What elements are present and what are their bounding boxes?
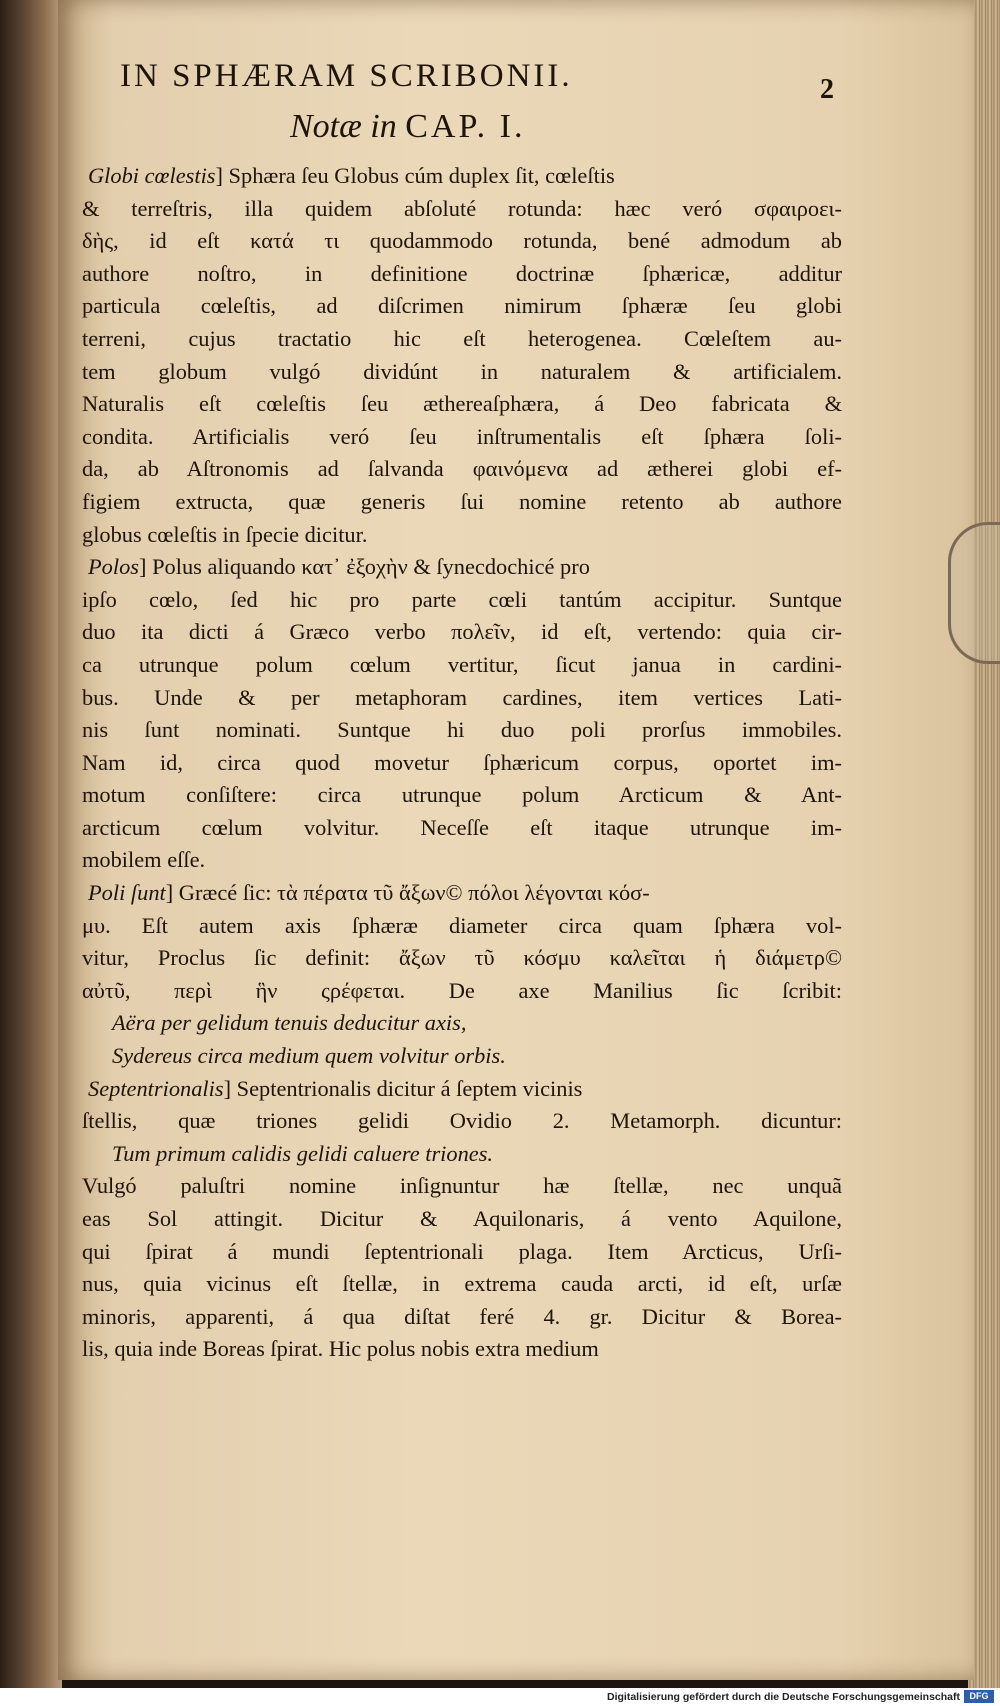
chapter-heading: [290, 108, 650, 146]
text-line: motum conſiſtere: circa utrunque polum Arcticum & Ant-: [82, 782, 842, 808]
text-line: Vulgó paluſtri nomine inſignuntur hæ ſtellæ, nec unquã: [82, 1173, 842, 1199]
text-line: figiem extructa, quæ generis ſui nomine retento ab authore: [82, 488, 842, 514]
text-line: δὴς, id eſt κατά τι quodammodo rotunda, bené admodum ab: [82, 228, 842, 254]
chapter-heading-notes: Notæ in: [290, 108, 397, 145]
text-line: Naturalis eſt cœleſtis ſeu æthereaſphæra, á Deo fabricata &: [82, 391, 842, 417]
lemma-text: ] Sphæra ſeu Globus cúm duplex ſit, cœleſtis: [215, 163, 615, 188]
text-line: terreni, cujus tractatio hic eſt heterogenea. Cœleſtem au-: [82, 325, 842, 351]
lemma-line: [82, 877, 842, 910]
commentary-text: [82, 160, 842, 1366]
book-spine: [0, 0, 62, 1706]
text-line: nus, quia vicinus eſt ſtellæ, in extrema cauda arcti, id eſt, urſæ: [82, 1271, 842, 1297]
text-line: ipſo cœlo, ſed hic pro parte cœli tantúm accipitur. Suntque: [82, 586, 842, 612]
text-line: authore noſtro, in definitione doctrinæ ſphæricæ, additur: [82, 260, 842, 286]
text-line: minoris, apparenti, á qua diſtat feré 4. gr. Dicitur & Borea-: [82, 1303, 842, 1329]
text-line: tem globum vulgó dividúnt in naturalem & artificialem.: [82, 358, 842, 384]
lemma-line: [82, 551, 842, 584]
lemma: Globi cœlestis: [88, 163, 216, 188]
lemma: Septentrionalis: [88, 1075, 224, 1101]
verse-line: Aëra per gelidum tenuis deducitur axis,: [112, 1010, 467, 1036]
text-line: ſtellis, quæ triones gelidi Ovidio 2. Metamorph. dicuntur:: [82, 1108, 842, 1134]
text-line: da, ab Aſtronomis ad ſalvanda φαινόμενα ad ætherei globi ef-: [82, 456, 842, 482]
funding-credit: Digitalisierung gefördert durch die Deutsche Forschungsgemeinschaft: [607, 1691, 960, 1703]
lemma: Poli ſunt: [88, 880, 166, 906]
text-line: & terreſtris, illa quidem abſoluté rotunda: hæc veró σφαιροει-: [82, 195, 842, 221]
running-title: IN SPHÆRAM SCRIBONII.: [120, 58, 573, 94]
lemma: Polos: [88, 554, 140, 580]
text-line: μυ. Eſt autem axis ſphæræ diameter circa quam ſphæra vol-: [82, 912, 842, 938]
text-line: mobilem eſſe.: [82, 847, 206, 873]
text-line: eas Sol attingit. Dicitur & Aquilonaris, á vento Aquilone,: [82, 1206, 842, 1231]
text-line: ca utrunque polum cœlum vertitur, ſicut janua in cardini-: [82, 651, 842, 677]
text-line: duo ita dicti á Græco verbo πολεῖν, id eſt, vertendo: quia cir-: [82, 619, 842, 645]
verse-line: Sydereus circa medium quem volvitur orbis.: [112, 1043, 506, 1069]
text-line: particula cœleſtis, ad diſcrimen nimirum ſphæræ ſeu globi: [82, 293, 842, 319]
chapter-heading-number: CAP. I.: [405, 108, 526, 145]
lemma-text: ] Græcé ſic: τὰ πέρατα τῦ ἄξων© πόλοι λέγονται κόσ-: [165, 880, 650, 906]
text-line: bus. Unde & per metaphoram cardines, item vertices Lati-: [82, 684, 842, 710]
verse-line: Tum primum calidis gelidi caluere triones.: [112, 1140, 494, 1166]
text-line: Nam id, circa quod movetur ſphæricum corpus, oportet im-: [82, 749, 842, 775]
text-line: nis ſunt nominati. Suntque hi duo poli prorſus immobiles.: [82, 717, 842, 743]
lemma-line: [82, 1073, 842, 1106]
digitization-footer: [0, 1688, 1000, 1706]
page-number: 2: [820, 74, 834, 105]
text-line: condita. Artificialis veró ſeu inſtrumentalis eſt ſphæra ſoli-: [82, 423, 842, 449]
lemma-text: ] Septentrionalis dicitur á ſeptem vicinis: [223, 1075, 583, 1101]
text-line: lis, quia inde Boreas ſpirat. Hic polus nobis extra medium: [82, 1336, 599, 1362]
book-clasp: [948, 522, 1000, 664]
lemma-text: ] Polus aliquando κατ᾽ ἐξοχὴν & ſynecdochicé pro: [139, 554, 590, 580]
text-line: qui ſpirat á mundi ſeptentrionali plaga. Item Arcticus, Urſi-: [82, 1238, 842, 1264]
text-line: αὐτῦ, περὶ ἣν ςρέφεται. De axe Manilius ſic ſcribit:: [82, 977, 842, 1003]
text-line: vitur, Proclus ſic definit: ἄξων τῦ κόσμυ καλεῖται ἡ διάμετρ©: [82, 945, 842, 971]
dfg-logo: DFG: [964, 1690, 994, 1703]
text-line: arcticum cœlum volvitur. Neceſſe eſt itaque utrunque im-: [82, 814, 842, 840]
text-line: globus cœleſtis in ſpecie dicitur.: [82, 521, 368, 547]
lemma-line: [82, 160, 842, 193]
